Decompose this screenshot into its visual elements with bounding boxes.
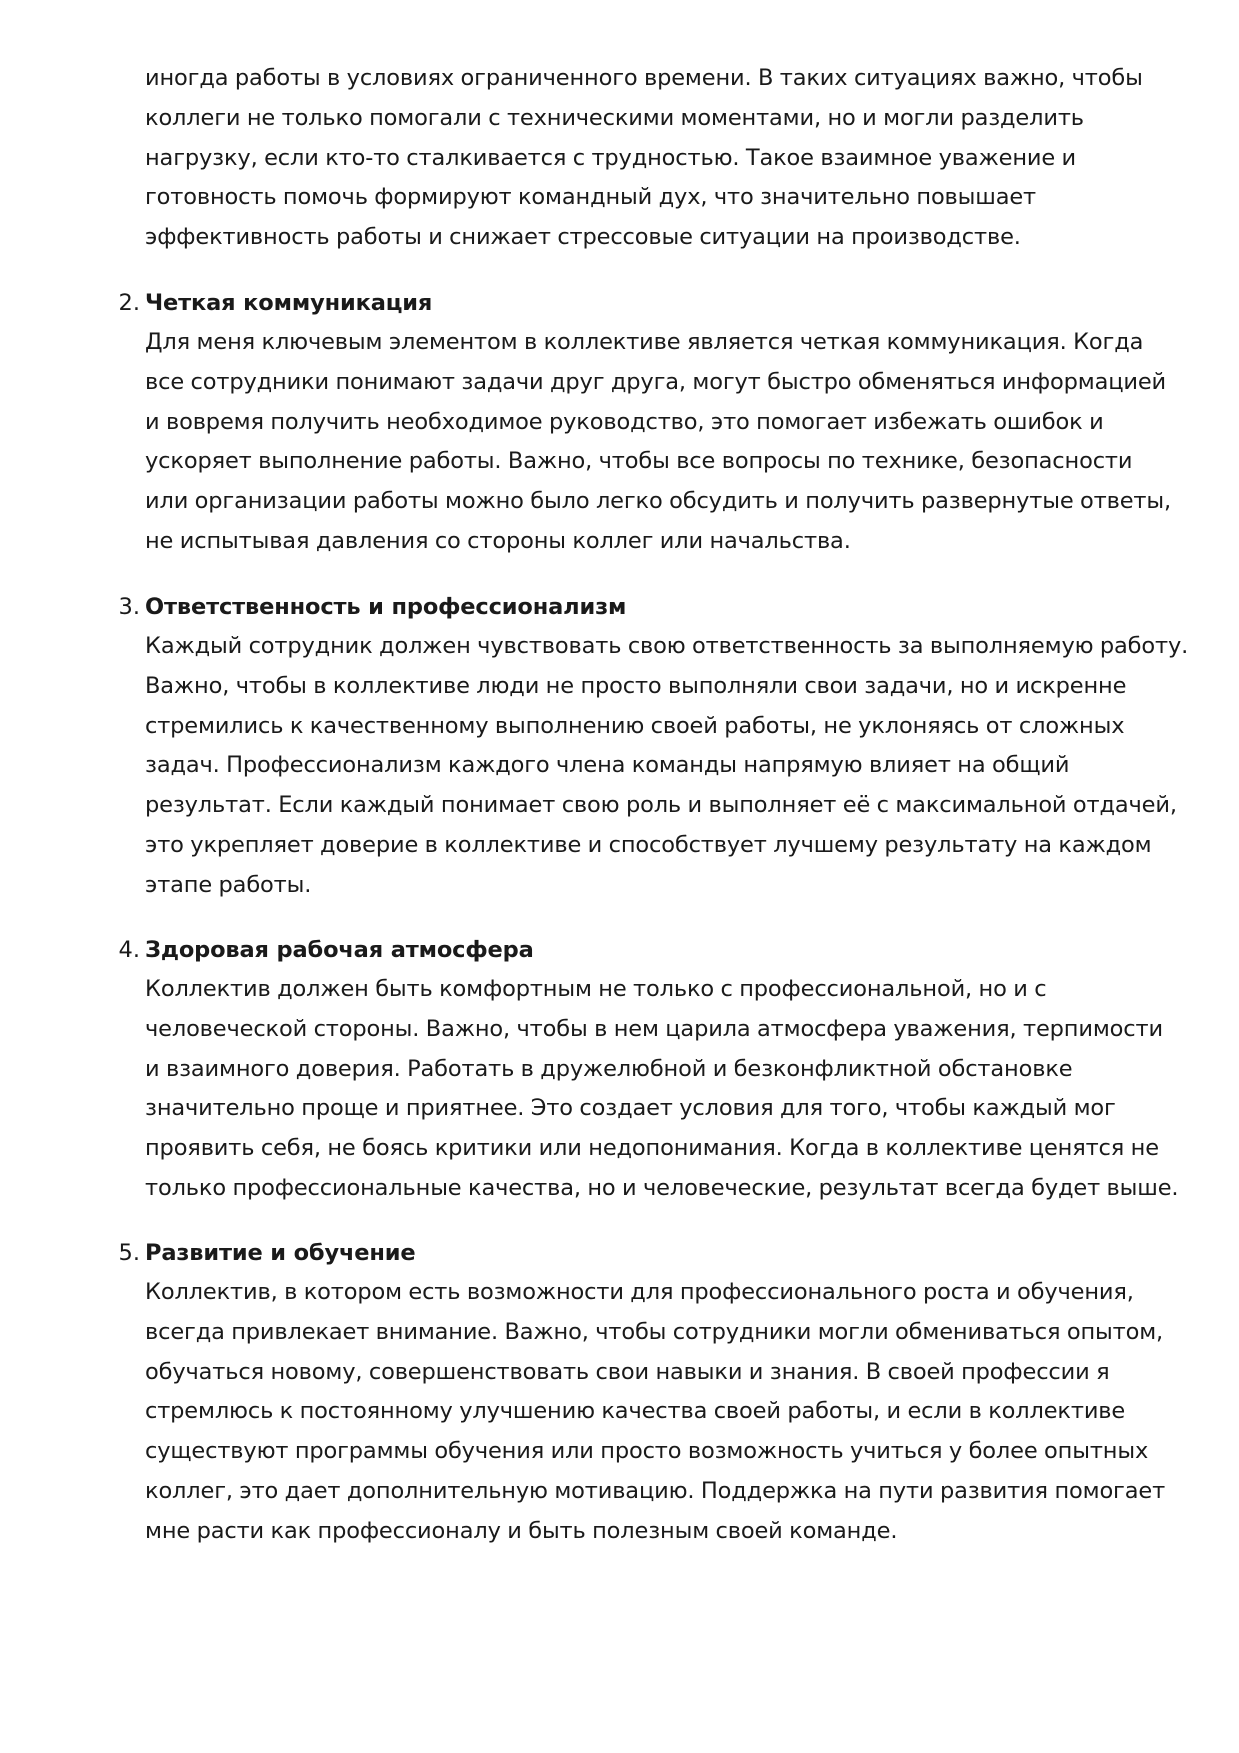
paragraph-line: Важно, чтобы в коллективе люди не просто выполняли свои задачи, но и искренне [145,672,1127,699]
paragraph-line: коллеги не только помогали с техническими моментами, но и могли разделить [145,104,1084,131]
list-number: 3. [118,594,140,620]
paragraph-line: готовность помочь формируют командный дух, что значительно повышает [145,184,1037,211]
paragraph-line: Каждый сотрудник должен чувствовать свою ответственность за выполняемую работу. [145,633,1189,659]
list-item-body [145,1273,1166,1552]
paragraph-line: всегда привлекает внимание. Важно, чтобы сотрудники могли обмениваться опытом, [145,1318,1164,1345]
paragraph-line: стремились к качественному выполнению своей работы, не уклоняясь от сложных [145,712,1125,739]
list-item-body [145,323,1171,562]
paragraph-line: не испытывая давления со стороны коллег или начальства. [145,527,851,554]
list-number: 4. [118,937,140,963]
paragraph-line: стремлюсь к постоянному улучшению качества своей работы, и если в коллективе [145,1398,1126,1425]
paragraph-line: иногда работы в условиях ограниченного времени. В таких ситуациях важно, чтобы [145,65,1143,91]
paragraph-line: коллег, это дает дополнительную мотивацию. Поддержка на пути развития помогает [145,1477,1166,1504]
paragraph-line: или организации работы можно было легко обсудить и получить развернутые ответы, [145,488,1171,515]
paragraph-line: только профессиональные качества, но и человеческие, результат всегда будет выше. [145,1174,1179,1201]
list-item-body [145,970,1179,1209]
paragraph-line: Для меня ключевым элементом в коллективе является четкая коммуникация. Когда [145,329,1144,355]
paragraph-line: и взаимного доверия. Работать в дружелюбной и безконфликтной обстановке [145,1055,1073,1082]
paragraph-line: существуют программы обучения или просто возможность учиться у более опытных [145,1438,1149,1465]
paragraph-line: все сотрудники понимают задачи друг друга, могут быстро обменяться информацией [145,368,1167,395]
paragraph-line: эффективность работы и снижает стрессовые ситуации на производстве. [145,224,1021,251]
list-item-title: Здоровая рабочая атмосфера [145,937,534,963]
list-number: 5. [118,1240,140,1266]
list-number: 2. [118,290,140,316]
list-item-title: Четкая коммуникация [145,290,433,316]
paragraph-line: Коллектив, в котором есть возможности для профессионального роста и обучения, [145,1279,1134,1305]
paragraph-line: мне расти как профессионалу и быть полезным своей команде. [145,1517,898,1544]
paragraph-line: ускоряет выполнение работы. Важно, чтобы все вопросы по технике, безопасности [145,448,1133,475]
paragraph-line: проявить себя, не боясь критики или недопонимания. Когда в коллективе ценятся не [145,1135,1159,1162]
list-item-title: Ответственность и профессионализм [145,594,627,620]
paragraph-line: это укрепляет доверие в коллективе и способствует лучшему результату на каждом [145,831,1152,858]
list-item-body [145,627,1189,906]
paragraph-line: значительно проще и приятнее. Это создает условия для того, чтобы каждый мог [145,1095,1116,1122]
paragraph-line: результат. Если каждый понимает свою роль и выполняет её с максимальной отдачей, [145,792,1177,819]
paragraph-line: задач. Профессионализм каждого члена команды напрямую влияет на общий [145,752,1070,779]
paragraph-line: человеческой стороны. Важно, чтобы в нем царила атмосфера уважения, терпимости [145,1015,1163,1042]
paragraph-line: Коллектив должен быть комфортным не только с профессиональной, но и с [145,976,1047,1002]
paragraph-line: и вовремя получить необходимое руководство, это помогает избежать ошибок и [145,408,1104,435]
paragraph-line: этапе работы. [145,871,312,898]
intro-paragraph [145,59,1155,258]
paragraph-line: обучаться новому, совершенствовать свои навыки и знания. В своей профессии я [145,1358,1110,1385]
paragraph-line: нагрузку, если кто-то сталкивается с трудностью. Такое взаимное уважение и [145,144,1077,171]
list-item-title: Развитие и обучение [145,1240,416,1266]
